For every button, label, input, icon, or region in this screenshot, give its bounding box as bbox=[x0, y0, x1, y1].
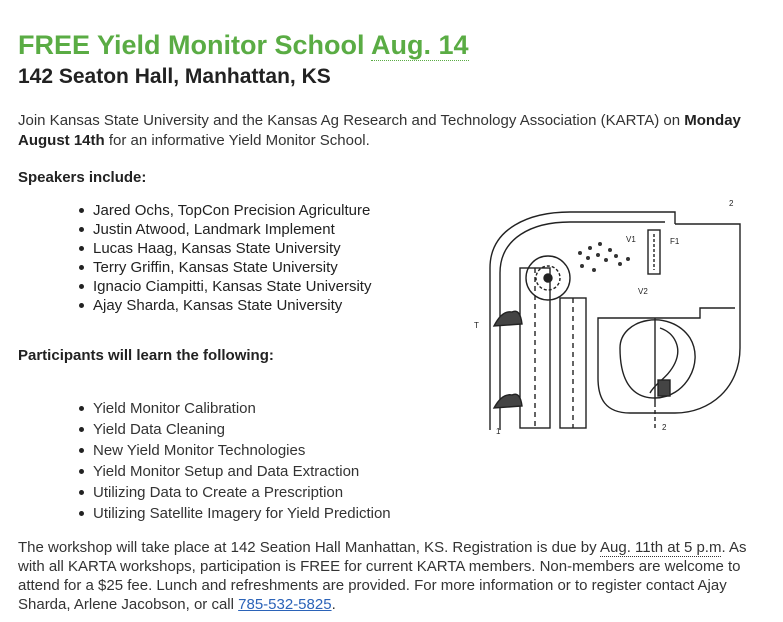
title-main: FREE Yield Monitor School bbox=[18, 30, 372, 60]
list-item: Jared Ochs, TopCon Precision Agriculture bbox=[74, 201, 371, 220]
closing-text-3: . bbox=[331, 596, 336, 613]
list-item: Yield Monitor Setup and Data Extraction bbox=[74, 461, 391, 482]
label-1: 1 bbox=[496, 427, 501, 436]
list-item: Yield Monitor Calibration bbox=[74, 398, 391, 419]
title-date: Aug. 14 bbox=[371, 30, 469, 60]
closing-text-2: . As with all KARTA workshops, participation is FREE for current KARTA members. Non-members are welcome to attend for a $25 fee. Lunch and refreshments are provided. For more information or to register contact Ajay Sharda, Arlene Jacobson, or call bbox=[18, 539, 747, 613]
label-f1: F1 bbox=[670, 237, 680, 246]
learn-list bbox=[74, 398, 391, 524]
learn-heading: Participants will learn the following: bbox=[18, 347, 274, 364]
list-item: Ignacio Ciampitti, Kansas State University bbox=[74, 277, 371, 296]
list-item: Utilizing Data to Create a Prescription bbox=[74, 482, 391, 503]
list-item: Utilizing Satellite Imagery for Yield Prediction bbox=[74, 503, 391, 524]
speakers-heading: Speakers include: bbox=[18, 169, 147, 186]
registration-deadline: Aug. 11th at 5 p.m bbox=[600, 539, 722, 556]
page-title bbox=[18, 28, 469, 62]
label-v2: V2 bbox=[638, 287, 648, 296]
label-2-bottom: 2 bbox=[662, 423, 667, 432]
auger-fill bbox=[658, 380, 670, 396]
closing-paragraph bbox=[18, 538, 768, 614]
intro-text-before: Join Kansas State University and the Kansas Ag Research and Technology Association (KARTA) on bbox=[18, 112, 685, 129]
intro-text-after: for an informative Yield Monitor School. bbox=[104, 132, 370, 149]
housing-inner bbox=[500, 222, 665, 430]
grain-pile-lower bbox=[494, 394, 522, 408]
label-t: T bbox=[474, 321, 479, 330]
sprocket-axle bbox=[544, 274, 552, 282]
page-subtitle: 142 Seaton Hall, Manhattan, KS bbox=[18, 65, 331, 88]
closing-text-1: The workshop will take place at 142 Seation Hall Manhattan, KS. Registration is due by bbox=[18, 539, 600, 556]
label-v1: V1 bbox=[626, 235, 636, 244]
list-item: Yield Data Cleaning bbox=[74, 419, 391, 440]
speakers-list bbox=[74, 201, 371, 315]
label-2-top: 2 bbox=[729, 199, 734, 208]
list-item: Lucas Haag, Kansas State University bbox=[74, 239, 371, 258]
list-item: Justin Atwood, Landmark Implement bbox=[74, 220, 371, 239]
intro-date-bold: Monday August 14th bbox=[18, 112, 741, 149]
grain-stream bbox=[578, 242, 630, 272]
yield-monitor-diagram bbox=[470, 198, 750, 438]
grain-pile-upper bbox=[494, 311, 522, 326]
list-item: New Yield Monitor Technologies bbox=[74, 440, 391, 461]
intro-paragraph bbox=[18, 111, 763, 151]
list-item: Terry Griffin, Kansas State University bbox=[74, 258, 371, 277]
list-item: Ajay Sharda, Kansas State University bbox=[74, 296, 371, 315]
tank-wall bbox=[598, 308, 735, 378]
phone-link[interactable]: 785-532-5825 bbox=[238, 596, 332, 613]
